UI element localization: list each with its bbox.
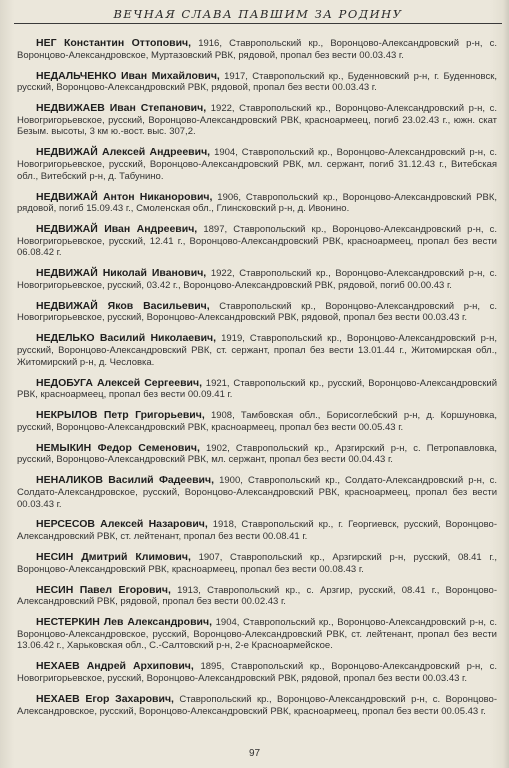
entry-text: 1922, Ставропольский кр., Воронцово-Александровский р-н, с. Новогригорьевское, русский, 03.42 г., Воронцово-Александровский РВК, рядовой, погиб 00.00.43 г. <box>17 268 498 291</box>
entry-text: 1907, Ставропольский кр., Арзгирский р-н, русский, 08.41 г., Воронцово-Александровский РВК, красноармеец, пропал без вести 00.08.43 г. <box>17 552 497 575</box>
list-item <box>17 378 497 401</box>
list-item <box>17 192 497 215</box>
list-item <box>17 694 497 717</box>
header-title: ВЕЧНАЯ СЛАВА ПАВШИМ ЗА РОДИНУ <box>113 7 403 21</box>
list-item <box>17 443 497 466</box>
entry-text: 1900, Ставропольский кр., Солдато-Александровский р-н, с. Солдато-Александровское, русский, Воронцово-Александровский РВК, красноармеец, пропал без вести 00.03.43 г. <box>17 475 497 510</box>
entry-text: 1916, Ставропольский кр., Воронцово-Александровский р-н, с. Воронцово-Александровское, Муртазовский РВК, рядовой, пропал без вести 00.03.43 г. <box>17 38 498 61</box>
entry-name: НЕДВИЖАЕВ Иван Степанович, <box>36 102 207 115</box>
page-fold-shadow <box>503 0 509 768</box>
entry-name: НЕНАЛИКОВ Василий Фадеевич, <box>36 474 215 487</box>
entry-name: НЕМЫКИН Федор Семенович, <box>36 441 200 454</box>
entry-text: 1919, Ставропольский кр., Воронцово-Александровский р-н, русский, Воронцово-Александровский РВК, ст. сержант, пропал без вести 13.01.44 г., Житомирская обл., Житомирский р-н, д. Чесловка. <box>17 333 497 368</box>
list-item <box>17 410 497 433</box>
entry-name: НЕДВИЖАЙ Алексей Андреевич, <box>36 146 211 159</box>
entry-name: НЕХАЕВ Егор Захарович, <box>36 692 174 705</box>
entry-text: 1897, Ставропольский кр., Воронцово-Александровский р-н, с. Новогригорьевское, русский, 12.41 г., Воронцово-Александровский РВК, красноармеец, пропал без вести 06.08.42 г. <box>17 224 498 259</box>
list-item <box>17 147 497 182</box>
entry-name: НЕДОБУГА Алексей Сергеевич, <box>36 376 203 389</box>
list-item <box>17 38 497 61</box>
entry-text: Ставропольский кр., Воронцово-Александровский р-н, с. Воронцово-Александровское, русский, Воронцово-Александровский РВК, красноармеец, пропал без вести 00.05.43 г. <box>17 693 497 717</box>
entry-text: 1895, Ставропольский кр., Воронцово-Александровский р-н, с. Новогригорьевское, русский, Воронцово-Александровский РВК, рядовой, пропал без вести 00.03.43 г. <box>17 661 498 684</box>
entry-name: НЕХАЕВ Андрей Архипович, <box>36 660 194 673</box>
entry-name: НЕДВИЖАЙ Николай Иванович, <box>36 267 207 280</box>
entry-name: НЕДВИЖАЙ Яков Васильевич, <box>36 299 210 312</box>
entry-name: НЕДАЛЬЧЕНКО Иван Михайлович, <box>36 69 220 82</box>
entry-name: НЕРСЕСОВ Алексей Назарович, <box>36 518 208 531</box>
entry-text: Ставропольский кр., Воронцово-Александровский р-н, с. Новогригорьевское, русский, Воронцово-Александровский РВК, рядовой, пропал без вести 00.03.43 г. <box>17 300 498 324</box>
list-item <box>17 519 497 542</box>
entry-name: НЕДВИЖАЙ Антон Никанорович, <box>36 190 213 203</box>
entry-name: НЕКРЫЛОВ Петр Григорьевич, <box>36 409 205 422</box>
entry-text: 1908, Тамбовская обл., Борисоглебский р-н, д. Коршуновка, русский, Воронцово-Александровский РВК, красноармеец, пропал без вести 00.05.43 г. <box>17 410 498 433</box>
list-item <box>17 552 497 575</box>
entry-name: НЕГ Константин Оттопович, <box>36 37 192 49</box>
entry-text: 1921, Ставропольский кр., русский, Воронцово-Александровский РВК, красноармеец, пропал без вести 00.09.41 г. <box>17 377 498 401</box>
entry-name: НЕДВИЖАЙ Иван Андреевич, <box>36 223 198 236</box>
list-item <box>17 617 497 652</box>
list-item <box>17 661 497 684</box>
memorial-list <box>17 38 497 727</box>
entry-text: 1917, Ставропольский кр., Буденновский р-н, г. Буденновск, русский, Воронцово-Александровский РВК, рядовой, пропал без вести 00.03.43 г. <box>17 70 497 94</box>
entry-name: НЕСТЕРКИН Лев Александрович, <box>36 616 212 629</box>
list-item <box>17 585 497 608</box>
entry-text: 1918, Ставропольский кр., г. Георгиевск, русский, Воронцово-Александровский РВК, ст. лейтенант, пропал без вести 00.08.41 г. <box>17 519 497 543</box>
list-item <box>17 224 497 259</box>
list-item <box>17 333 497 368</box>
entry-text: 1904, Ставропольский кр., Воронцово-Александровский р-н, с. Воронцово-Александровское, русский, Воронцово-Александровский РВК, ст. лейтенант, пропал без вести 13.06.42 г., Харьковская обл., С.-Салтовский р-н, 2-е Красноармейское. <box>17 617 497 652</box>
entry-text: 1922, Ставропольский кр., Воронцово-Александровский р-н, с. Новогригорьевское, русский, Воронцово-Александровский РВК, красноармеец, погиб 23.02.43 г., южн. скат Безым. высоты, 3 км ю.-вост. выс. 307,2. <box>17 103 498 138</box>
entry-text: 1904, Ставропольский кр., Воронцово-Александровский р-н, с. Новогригорьевское, русский, Воронцово-Александровский РВК, мл. сержант, погиб 31.12.43 г., Витебская обл., Витебский р-н, д. Табунино. <box>17 147 498 182</box>
entry-text: 1906, Ставропольский кр., Воронцово-Александровский РВК, рядовой, погиб 15.09.43 г., Смоленская обл., Глинсковский р-н, д. Ивонино. <box>17 191 497 215</box>
entry-name: НЕСИН Дмитрий Климович, <box>36 551 191 564</box>
entry-name: НЕСИН Павел Егорович, <box>36 583 171 596</box>
list-item <box>17 301 497 324</box>
page-number: 97 <box>248 748 261 759</box>
list-item <box>17 71 497 94</box>
list-item <box>17 475 497 510</box>
entry-text: 1913, Ставропольский кр., с. Арзгир, русский, 08.41 г., Воронцово-Александровский РВК, рядовой, пропал без вести 00.02.43 г. <box>17 584 497 608</box>
entry-text: 1902, Ставропольский кр., Арзгирский р-н, с. Петропавловка, русский, Воронцово-Александровский РВК, мл. сержант, пропал без вести 00.04.43 г. <box>17 442 498 466</box>
entry-name: НЕДЕЛЬКО Василий Николаевич, <box>36 332 217 345</box>
list-item <box>17 268 497 291</box>
running-header <box>14 5 502 24</box>
list-item <box>17 103 497 138</box>
